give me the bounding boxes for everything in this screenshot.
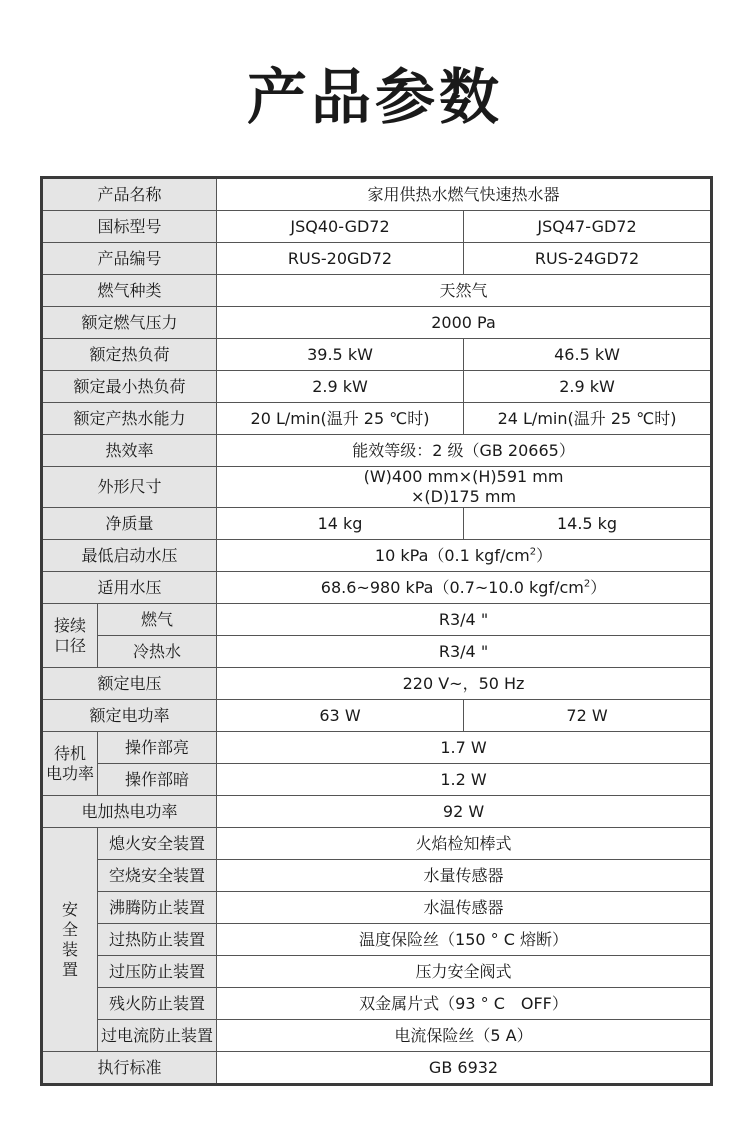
row-product-name [42,178,712,211]
row-standard [42,1052,712,1085]
value-electric-heating: 92 W [217,796,712,828]
spec-table [40,176,713,1086]
value-safety-item: 双金属片式（93 ° C OFF） [217,988,712,1020]
value-safety-item: 水温传感器 [217,892,712,924]
value-dimensions [217,467,712,508]
min-start-pressure-main: 10 kPa（0.1 kgf/cm [374,545,530,565]
value-safety-item: 温度保险丝（150 ° C 熔断） [217,924,712,956]
value-applicable-pressure [217,572,712,604]
label-safety-group [42,828,98,1052]
label-gas-type: 燃气种类 [42,275,217,307]
safety-group-char: 安 [61,899,78,919]
row-rated-voltage [42,668,712,700]
safety-group-char: 全 [61,919,78,939]
value-product-code-2: RUS-24GD72 [464,243,712,275]
row-safety-5 [42,988,712,1020]
applicable-pressure-main: 68.6~980 kPa（0.7~10.0 kgf/cm [320,577,584,597]
dimensions-line-2: ×(D)175 mm [411,487,517,506]
value-rated-power-1: 63 W [217,700,464,732]
min-start-pressure-sup: 2 [529,546,537,558]
label-gas-pressure: 额定燃气压力 [42,307,217,339]
label-hot-water-capacity: 额定产热水能力 [42,403,217,435]
label-standby-group [42,732,98,796]
value-safety-item: 压力安全阀式 [217,956,712,988]
value-connection-gas: R3/4 " [217,604,712,636]
row-safety-0 [42,828,712,860]
label-min-start-pressure: 最低启动水压 [42,540,217,572]
value-gas-type: 天然气 [217,275,712,307]
label-efficiency: 热效率 [42,435,217,467]
value-rated-voltage: 220 V~，50 Hz [217,668,712,700]
value-min-heat-load-1: 2.9 kW [217,371,464,403]
row-min-start-pressure [42,540,712,572]
label-connection-water: 冷热水 [98,636,217,668]
label-standard: 执行标准 [42,1052,217,1085]
value-net-weight-1: 14 kg [217,508,464,540]
label-connection-group [42,604,98,668]
row-heat-load [42,339,712,371]
page-title: 产品参数 [247,63,503,133]
label-heat-load: 额定热负荷 [42,339,217,371]
row-connection-water [42,636,712,668]
label-safety-item: 过压防止装置 [98,956,217,988]
applicable-pressure-end: ） [590,577,607,597]
value-standby-on: 1.7 W [217,732,712,764]
row-national-model [42,211,712,243]
value-rated-power-2: 72 W [464,700,712,732]
value-hot-water-capacity-1: 20 L/min(温升 25 ℃时) [217,403,464,435]
value-min-start-pressure [217,540,712,572]
label-min-heat-load: 额定最小热负荷 [42,371,217,403]
label-safety-item: 过热防止装置 [98,924,217,956]
label-product-name: 产品名称 [42,178,217,211]
row-hot-water-capacity [42,403,712,435]
label-safety-item: 沸腾防止装置 [98,892,217,924]
value-hot-water-capacity-2: 24 L/min(温升 25 ℃时) [464,403,712,435]
safety-group-char: 装 [61,939,78,959]
row-rated-power [42,700,712,732]
row-safety-6 [42,1020,712,1052]
value-gas-pressure: 2000 Pa [217,307,712,339]
value-safety-item: 水量传感器 [217,860,712,892]
label-safety-item: 过电流防止装置 [98,1020,217,1052]
label-rated-voltage: 额定电压 [42,668,217,700]
value-heat-load-1: 39.5 kW [217,339,464,371]
value-net-weight-2: 14.5 kg [464,508,712,540]
label-applicable-pressure: 适用水压 [42,572,217,604]
label-electric-heating: 电加热电功率 [42,796,217,828]
row-net-weight [42,508,712,540]
dimensions-line-1: (W)400 mm×(H)591 mm [363,467,564,486]
value-national-model-1: JSQ40-GD72 [217,211,464,243]
value-min-heat-load-2: 2.9 kW [464,371,712,403]
standby-group-line-1: 待机 [53,743,86,763]
row-safety-2 [42,892,712,924]
row-standby-on [42,732,712,764]
value-product-code-1: RUS-20GD72 [217,243,464,275]
label-product-code: 产品编号 [42,243,217,275]
value-standby-off: 1.2 W [217,764,712,796]
value-connection-water: R3/4 " [217,636,712,668]
connection-group-line-2: 口径 [53,635,86,655]
standby-group-line-2: 电功率 [45,763,94,783]
label-connection-gas: 燃气 [98,604,217,636]
label-standby-off: 操作部暗 [98,764,217,796]
row-product-code [42,243,712,275]
row-electric-heating [42,796,712,828]
row-safety-3 [42,924,712,956]
value-safety-item: 火焰检知棒式 [217,828,712,860]
row-dimensions [42,467,712,508]
label-safety-item: 空烧安全装置 [98,860,217,892]
applicable-pressure-sup: 2 [583,578,591,590]
value-national-model-2: JSQ47-GD72 [464,211,712,243]
row-applicable-pressure [42,572,712,604]
row-connection-gas [42,604,712,636]
label-safety-item: 熄火安全装置 [98,828,217,860]
row-safety-1 [42,860,712,892]
label-safety-item: 残火防止装置 [98,988,217,1020]
label-national-model: 国标型号 [42,211,217,243]
label-rated-power: 额定电功率 [42,700,217,732]
min-start-pressure-end: ） [536,545,553,565]
row-standby-off [42,764,712,796]
value-product-name: 家用供热水燃气快速热水器 [217,178,712,211]
value-heat-load-2: 46.5 kW [464,339,712,371]
value-safety-item: 电流保险丝（5 A） [217,1020,712,1052]
row-gas-type [42,275,712,307]
safety-group-char: 置 [61,959,78,979]
value-efficiency: 能效等级：2 级（GB 20665） [217,435,712,467]
label-net-weight: 净质量 [42,508,217,540]
label-standby-on: 操作部亮 [98,732,217,764]
row-safety-4 [42,956,712,988]
connection-group-line-1: 接续 [53,615,86,635]
row-min-heat-load [42,371,712,403]
label-dimensions: 外形尺寸 [42,467,217,508]
row-efficiency [42,435,712,467]
row-gas-pressure [42,307,712,339]
value-standard: GB 6932 [217,1052,712,1085]
